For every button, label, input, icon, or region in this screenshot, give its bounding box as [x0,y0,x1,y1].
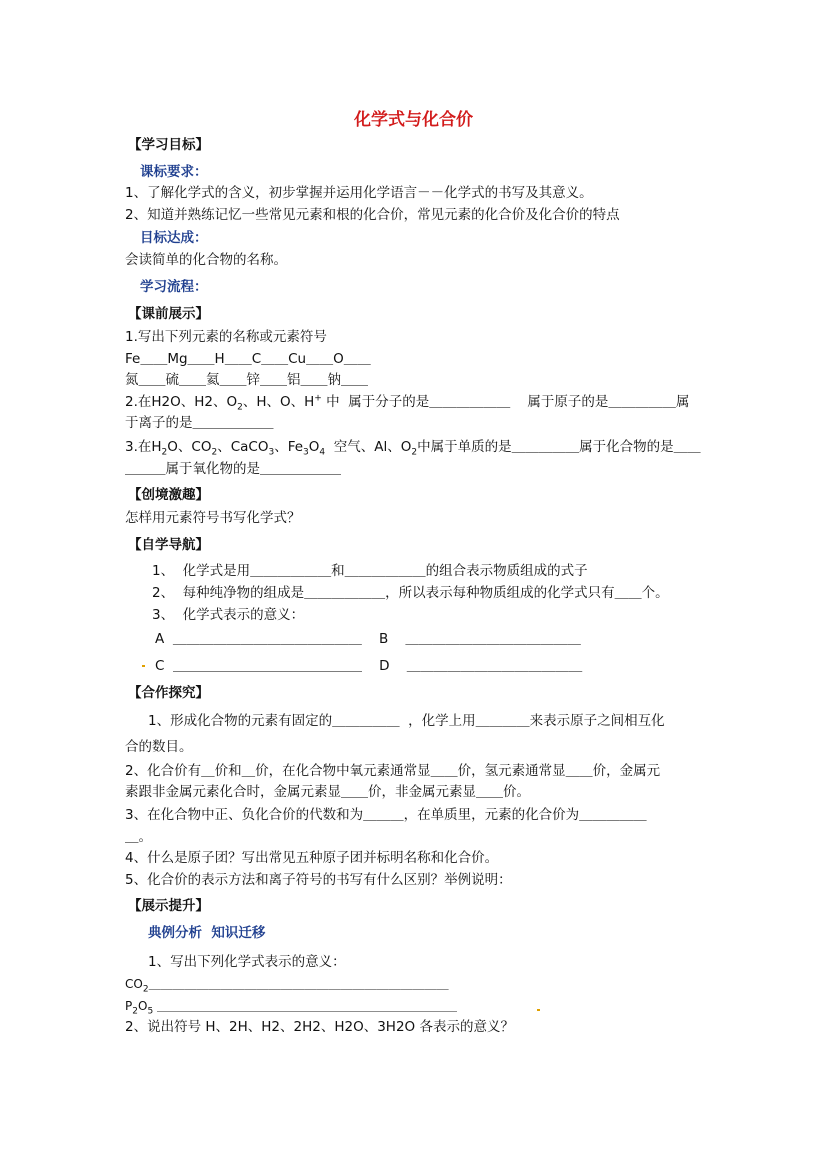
meaning-row-ab: A ＿＿＿＿＿＿＿＿＿＿＿＿＿＿ B ＿＿＿＿＿＿＿＿＿＿＿＿＿ [155,631,581,647]
preview-q1: 1.写出下列元素的名称或元素符号 [125,329,327,345]
preview-q2-line2: 于离子的是＿＿＿＿＿＿ [125,415,274,431]
section-create-interest: 【创境激趣】 [128,487,209,503]
curriculum-requirements-label: 课标要求： [140,164,208,180]
self-study-1: 1、 化学式是用＿＿＿＿＿＿和＿＿＿＿＿＿的组合表示物质组成的式子 [152,563,588,579]
section-cooperative: 【合作探究】 [128,685,209,701]
preview-q1-row1: Fe＿＿Mg＿＿H＿＿C＿＿Cu＿＿O＿＿ [125,351,371,367]
example-label: 典例分析 知识迁移 [148,925,266,941]
target-text: 会读简单的化合物的名称。 [125,252,287,268]
coop-2-cont: 素跟非金属元素化合时，金属元素显＿＿价，非金属元素显＿＿价。 [125,784,530,800]
meaning-row-cd: C ＿＿＿＿＿＿＿＿＿＿＿＿＿＿ D ＿＿＿＿＿＿＿＿＿＿＿＿＿ [155,658,583,674]
section-show-improve: 【展示提升】 [128,898,209,914]
coop-3-cont: ＿。 [125,829,152,845]
coop-4: 4、什么是原子团？写出常见五种原子团并标明名称和化合价。 [125,850,499,866]
preview-q1-row2: 氮＿＿硫＿＿氦＿＿锌＿＿铝＿＿钠＿＿ [125,372,368,388]
example-1: 1、写出下列化学式表示的意义： [148,954,346,970]
coop-1: 1、形成化合物的元素有固定的＿＿＿＿＿ ，化学上用＿＿＿＿来表示原子之间相互化 [148,713,665,729]
section-preview: 【课前展示】 [128,306,209,322]
page-title: 化学式与化合价 [354,110,473,130]
coop-1-cont: 合的数目。 [125,739,193,755]
section-self-study: 【自学导航】 [128,537,209,553]
target-label: 目标达成： [140,230,208,246]
example-1-co2: $CO_2\_\_\_\_\_\_\_\_\_\_\_\_\_\_\_\_\_\_\_\_\_\_\_\_\_$ [125,977,449,995]
flow-label: 学习流程： [140,279,208,295]
preview-q3-line2: ＿＿＿属于氧化物的是＿＿＿＿＿＿ [125,461,341,477]
create-question: 怎样用元素符号书写化学式？ [125,510,301,526]
stray-mark-2 [537,1009,540,1011]
self-study-2: 2、 每种纯净物的组成是＿＿＿＿＿＿，所以表示每种物质组成的化学式只有＿＿个。 [152,585,669,601]
coop-2: 2、化合价有＿价和＿价，在化合物中氧元素通常显＿＿价，氢元素通常显＿＿价，金属元 [125,763,661,779]
preview-q2: 2.在H2O、H2、$O_2$、H、O、H+ 中 属于分子的是＿＿＿＿＿＿ 属于原子的是＿＿＿＿＿属 [125,393,690,413]
self-study-3: 3、 化学式表示的意义： [152,607,305,623]
section-learning-goals: 【学习目标】 [128,137,209,153]
coop-5: 5、化合价的表示方法和离子符号的书写有什么区别？举例说明： [125,872,512,888]
coop-3: 3、在化合物中正、负化合价的代数和为＿＿＿，在单质里，元素的化合价为＿＿＿＿＿ [125,807,647,823]
preview-q3: 3.在$H_2O$、$CO_2$、CaCO$_3$、$Fe_3O_4$ 空气、Al、$O_2$中属于单质的是＿＿＿＿＿属于化合物的是＿＿ [125,439,701,458]
example-1-p2o5: $P_2O_5$ ＿＿＿＿＿＿＿＿＿＿＿＿＿＿＿＿＿＿＿＿＿＿＿＿＿ [125,999,457,1017]
stray-mark [142,665,145,667]
requirement-2: 2、知道并熟练记忆一些常见元素和根的化合价，常见元素的化合价及化合价的特点 [125,207,620,223]
example-2: 2、说出符号 H、2H、H2、2H2、H2O、3H2O 各表示的意义？ [125,1019,514,1035]
requirement-1: 1、了解化学式的含义，初步掌握并运用化学语言－－化学式的书写及其意义。 [125,185,593,201]
